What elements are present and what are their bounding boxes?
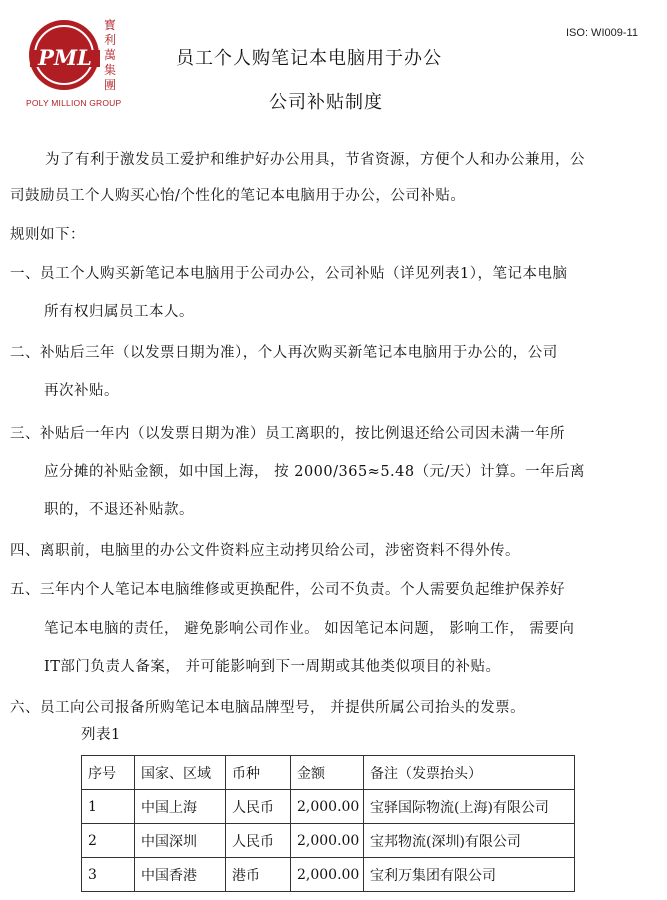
subsidy-table	[81, 755, 575, 892]
table-cell: 2	[82, 824, 135, 858]
header-cell: 币种	[226, 756, 291, 790]
table-cell: 3	[82, 858, 135, 892]
header-cell: 序号	[82, 756, 135, 790]
rules-heading: 规则如下：	[10, 227, 85, 243]
table-cell: 宝驿国际物流(上海)有限公司	[364, 790, 575, 824]
rule-1-line-1: 一、员工个人购买新笔记本电脑用于公司办公，公司补贴（详见列表1），笔记本电脑	[10, 266, 568, 282]
table-cell: 2,000.00	[291, 790, 364, 824]
intro-line-2: 司鼓励员工个人购买心怡/个性化的笔记本电脑用于办公，公司补贴。	[10, 188, 466, 204]
table-cell: 2,000.00	[291, 824, 364, 858]
page-title: 员工个人购笔记本电脑用于办公	[176, 48, 442, 69]
rule-6-line-1: 六、员工向公司报备所购笔记本电脑品牌型号， 并提供所属公司抬头的发票。	[10, 700, 526, 716]
header-cell: 备注（发票抬头）	[364, 756, 575, 790]
table-header-row	[82, 756, 575, 790]
page-subtitle: 公司补贴制度	[269, 92, 383, 113]
iso-code: ISO: WI009-11	[566, 27, 638, 39]
table-cell: 2,000.00	[291, 858, 364, 892]
rule-1-line-2: 所有权归属员工本人。	[44, 304, 194, 320]
rule-3-line-3: 职的，不退还补贴款。	[44, 502, 194, 518]
rule-5-line-2: 笔记本电脑的责任， 避免影响公司作业。 如因笔记本问题， 影响工作， 需要向	[44, 621, 575, 637]
rule-4-line-1: 四、离职前，电脑里的办公文件资料应主动拷贝给公司，涉密资料不得外传。	[10, 543, 520, 559]
table-row	[82, 824, 575, 858]
table-cell: 中国香港	[135, 858, 226, 892]
table-cell: 宝利万集团有限公司	[364, 858, 575, 892]
table-cell: 1	[82, 790, 135, 824]
table-row	[82, 858, 575, 892]
header-cell: 国家、区域	[135, 756, 226, 790]
table-cell: 人民币	[226, 790, 291, 824]
table-cell: 人民币	[226, 824, 291, 858]
logo-monogram: PML	[38, 45, 92, 70]
table-cell: 中国深圳	[135, 824, 226, 858]
header-cell: 金额	[291, 756, 364, 790]
rule-2-line-1: 二、补贴后三年（以发票日期为准），个人再次购买新笔记本电脑用于办公的，公司	[10, 345, 558, 361]
logo-chinese-name: 寳利萬集團	[104, 18, 117, 92]
rule-3-line-1: 三、补贴后一年内（以发票日期为准）员工离职的，按比例退还给公司因未满一年所	[10, 426, 565, 442]
table-cell: 中国上海	[135, 790, 226, 824]
rule-5-line-1: 五、三年内个人笔记本电脑维修或更换配件，公司不负责。个人需要负起维护保养好	[10, 582, 565, 598]
intro-line-1: 为了有利于激发员工爱护和维护好办公用具，节省资源，方便个人和办公兼用，公	[45, 152, 585, 168]
rule-5-line-3: IT部门负责人备案， 并可能影响到下一周期或其他类似项目的补贴。	[44, 659, 501, 675]
rule-2-line-2: 再次补贴。	[44, 383, 119, 399]
logo-english-name: POLY MILLION GROUP	[26, 98, 122, 108]
table-cell: 港币	[226, 858, 291, 892]
table-cell: 宝邦物流(深圳)有限公司	[364, 824, 575, 858]
table-row	[82, 790, 575, 824]
rule-3-line-2: 应分摊的补贴金额，如中国上海， 按 2000/365≈5.48（元/天）计算。一年后离	[44, 464, 585, 480]
table-caption: 列表1	[81, 727, 121, 743]
